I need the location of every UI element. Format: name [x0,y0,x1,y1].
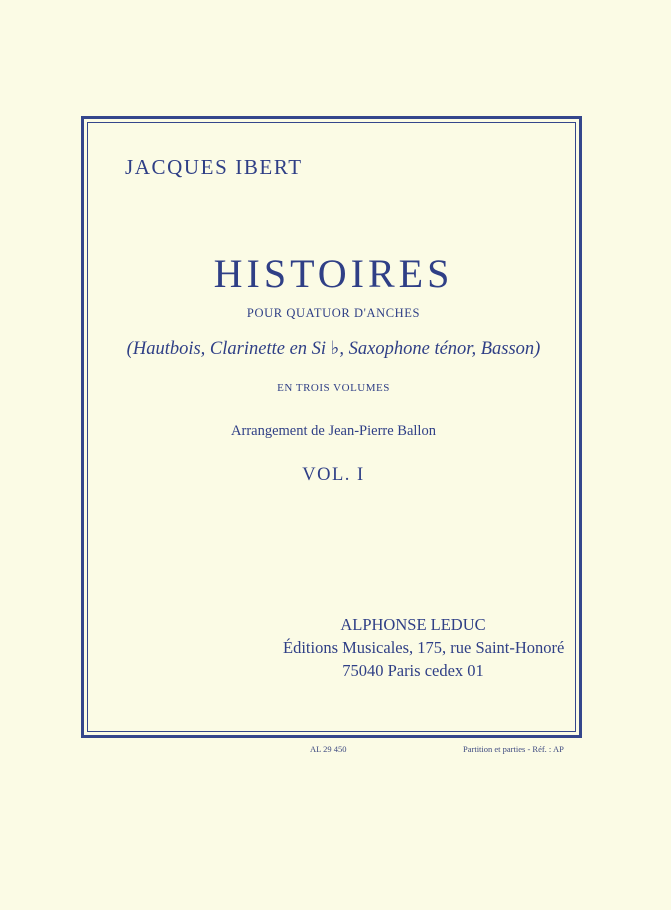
publisher-address-line1: Éditions Musicales, 175, rue Saint-Honoré [283,638,565,657]
catalog-number: AL 29 450 [310,744,347,754]
publisher-name: ALPHONSE LEDUC [340,615,486,634]
edition-reference: Partition et parties - Réf. : AP [463,744,564,754]
work-title: HISTOIRES [213,251,454,296]
volumes-note: EN TROIS VOLUMES [277,382,390,394]
volume-number: VOL. I [302,465,365,485]
arranger-credit: Arrangement de Jean-Pierre Ballon [231,423,436,439]
work-subtitle: POUR QUATUOR D'ANCHES [246,306,421,320]
instrumentation: (Hautbois, Clarinette en Si ♭, Saxophone ténor, Basson) [126,339,541,359]
composer-name: JACQUES IBERT [125,155,303,179]
publisher-address-line2: 75040 Paris cedex 01 [342,661,484,680]
